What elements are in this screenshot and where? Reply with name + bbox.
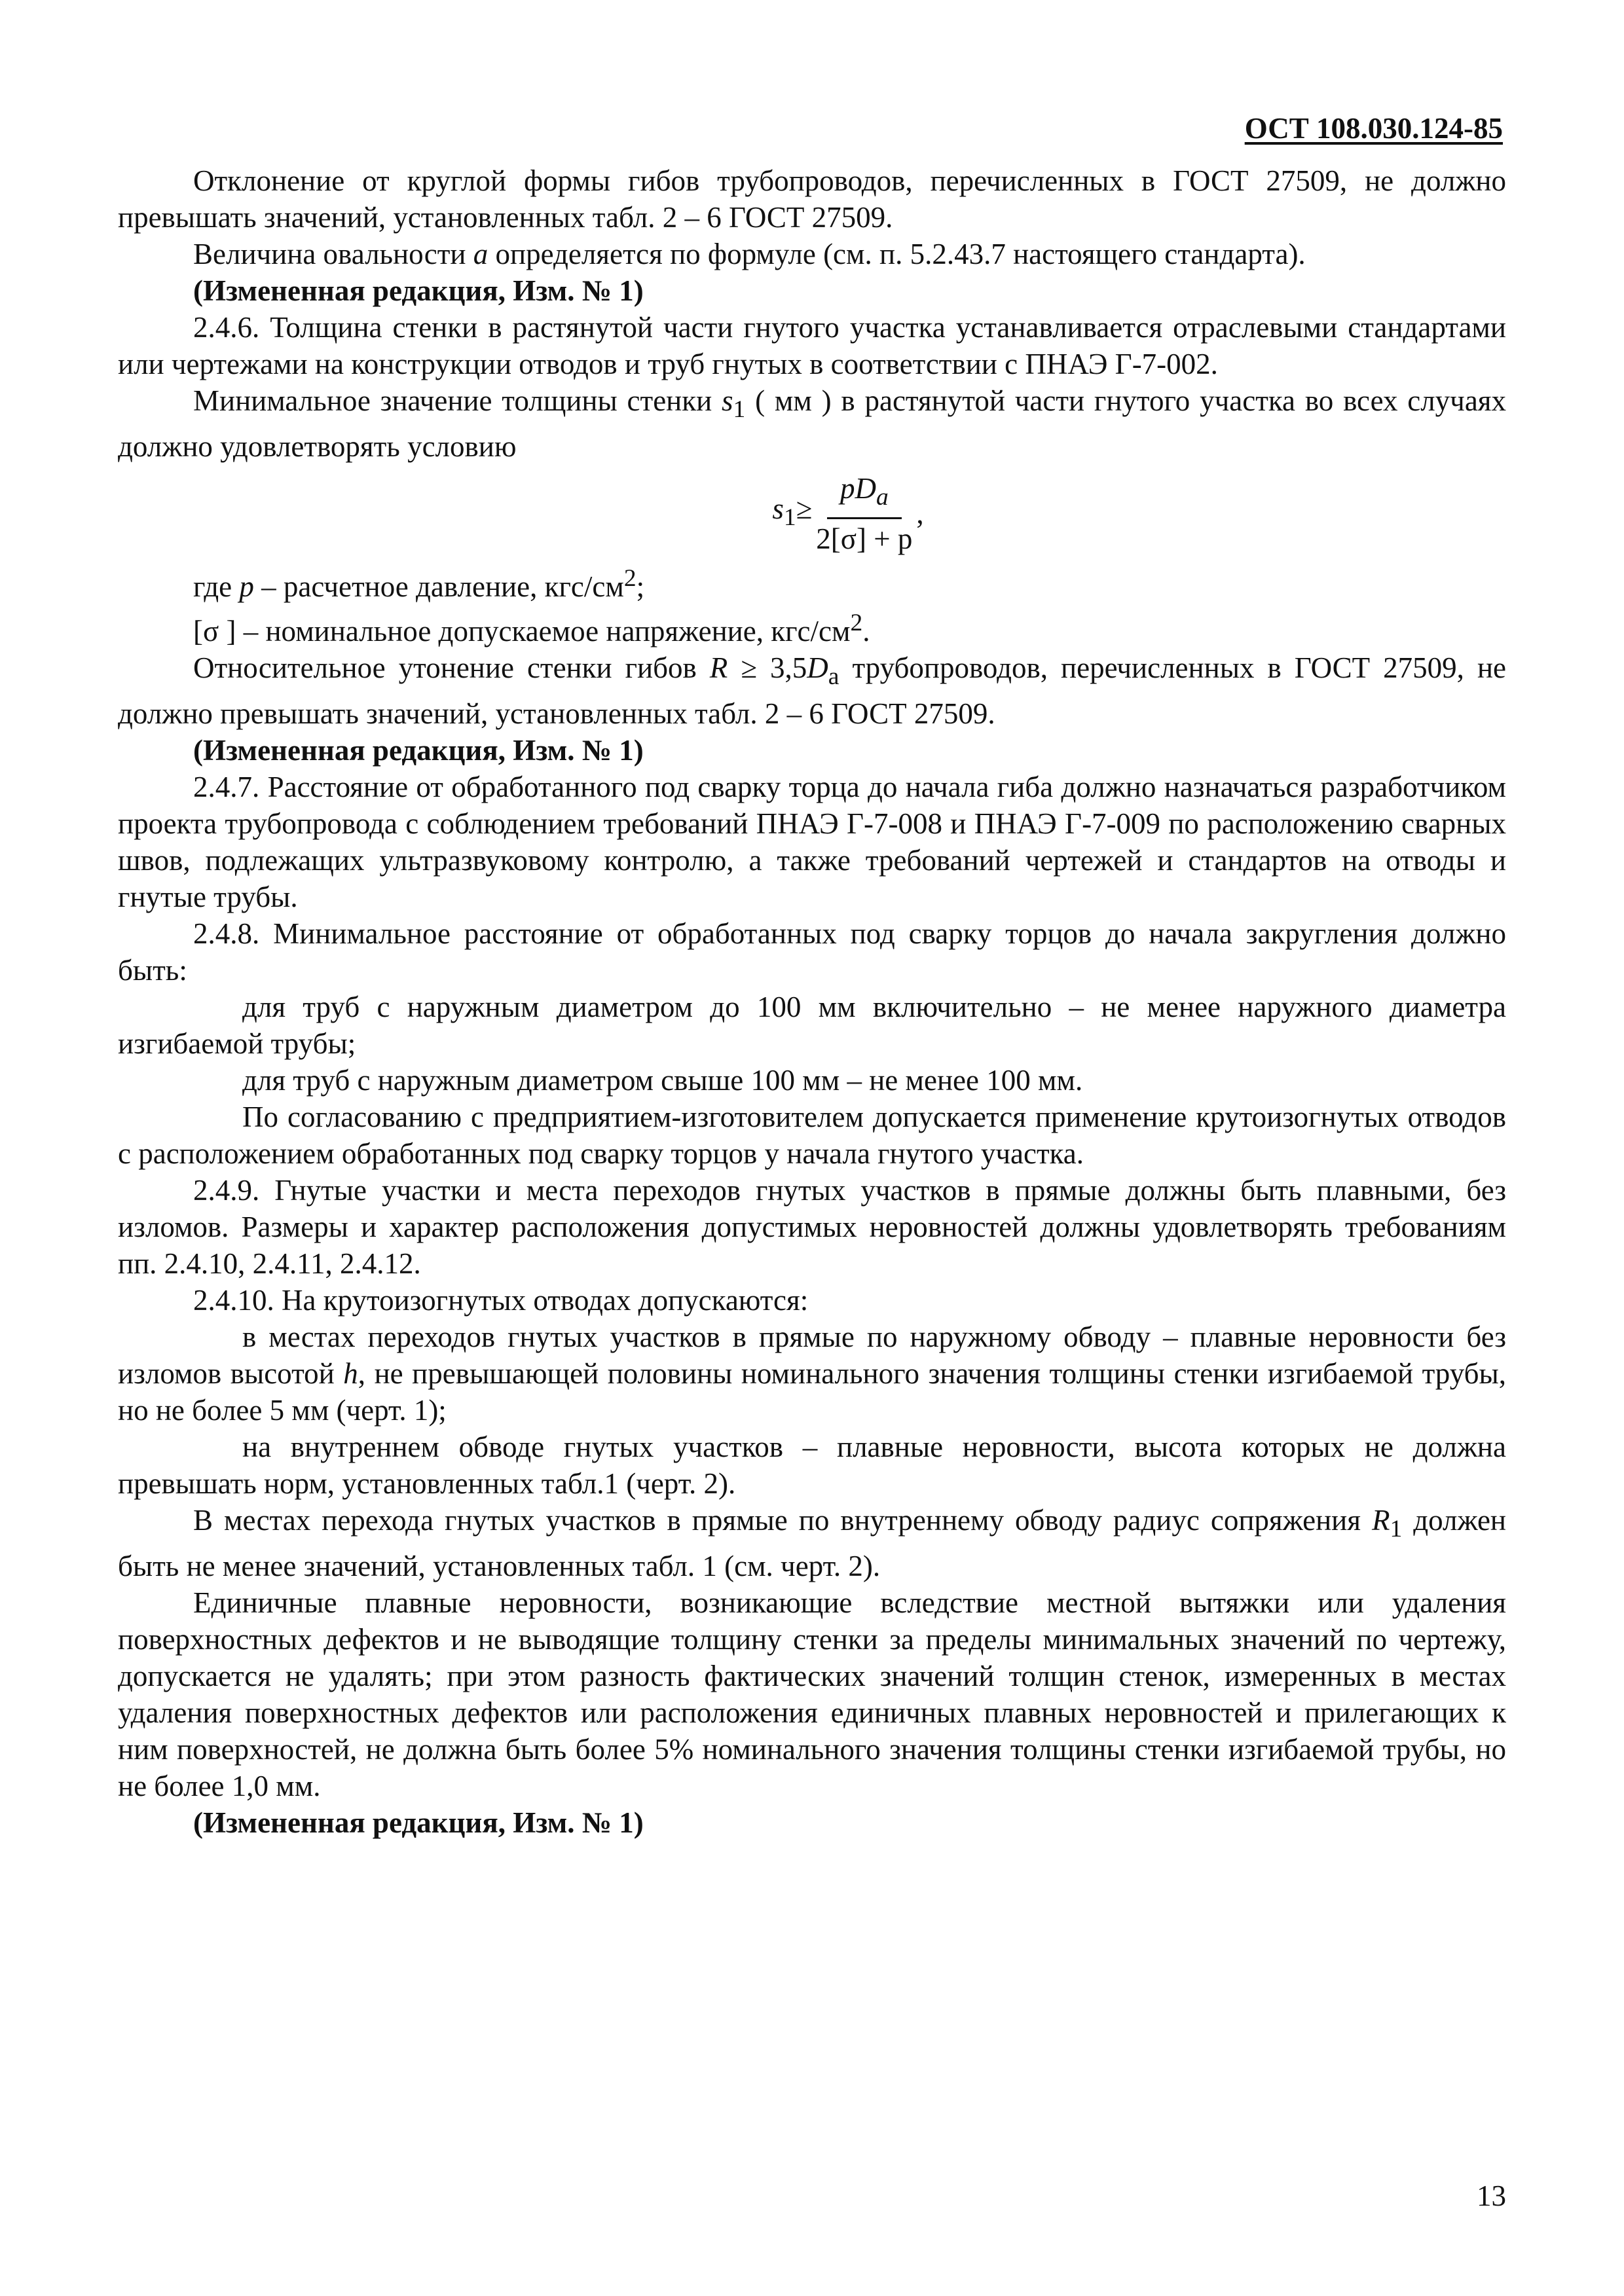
document-code: ОСТ 108.030.124-85 [1244, 112, 1503, 145]
paragraph: В местах перехода гнутых участков в прямые по внутреннему обводу радиус сопряжения $R_1$ должен быть не менее значений, установленных табл. 1 (см. черт. 2). [118, 1504, 1507, 1582]
change-note: (Измененная редакция, Изм. № 1) [193, 1806, 644, 1839]
paragraph: Единичные плавные неровности, возникающие вследствие местной вытяжки или удаления поверхностных дефектов и не выводящие толщину стенки за пределы минимальных значений по чертежу, допускается не удалять; при этом разность фактических значений толщин стенок, измеренных в местах удаления поверхностных дефектов или расположения единичных плавных неровностей и прилегающих к ним поверхностей, не должна быть более 5% номинального значения толщины стенки изгибаемой трубы, но не более 1,0 мм. [118, 1586, 1506, 1802]
change-note: (Измененная редакция, Изм. № 1) [193, 274, 644, 307]
paragraph: на внутреннем обводе гнутых участков – плавные неровности, высота которых не должна превышать норм, установленных табл.1 (черт. 2). [118, 1430, 1506, 1500]
paragraph: где p – расчетное давление, кгс/$см^2$; [193, 565, 645, 603]
paragraph: в местах переходов гнутых участков в прямые по наружному обводу – плавные неровности без изломов высотой h, не превышающей половины номинального значения толщины стенки изгибаемой трубы, но не более 5 мм (черт. 1); [118, 1321, 1506, 1427]
paragraph: для труб с наружным диаметром свыше 100 мм – не менее 100 мм. [242, 1064, 1083, 1097]
paragraph: Минимальное значение толщины стенки $s_1$ ( мм ) в растянутой части гнутого участка во всех случаях должно удовлетворять условию [118, 384, 1506, 463]
paragraph: для труб с наружным диаметром до 100 мм включительно – не менее наружного диаметра изгибаемой трубы; [118, 991, 1506, 1060]
paragraph: 2.4.10. На крутоизогнутых отводах допускаются: [193, 1284, 809, 1317]
paragraph: [σ ] – номинальное допускаемое напряжение, кгс/$см^2$. [193, 610, 870, 647]
formula-fraction: $\frac{pD_a}{2[\sigma] + p}$ [816, 470, 912, 557]
change-note: (Измененная редакция, Изм. № 1) [193, 734, 644, 767]
paragraph: Отклонение от круглой формы гибов трубопроводов, перечисленных в ГОСТ 27509, не должно превышать значений, установленных табл. 2 – 6 ГОСТ 27509. [118, 164, 1506, 234]
paragraph: 2.4.7. Расстояние от обработанного под сварку торца до начала гиба должно назначаться разработчиком проекта трубопровода с соблюдением требований ПНАЭ Г-7-008 и ПНАЭ Г-7-009 по расположению сварных швов, подлежащих ультразвуковому контролю, а также требований чертежей и стандартов на отводы и гнутые трубы. [118, 771, 1506, 913]
paragraph: 2.4.8. Минимальное расстояние от обработанных под сварку торцов до начала закругления должно быть: [118, 917, 1506, 987]
paragraph: Относительное утонение стенки гибов $R \ge 3,5D_a$ трубопроводов, перечисленных в ГОСТ 27509, не должно превышать значений, установленных табл. 2 – 6 ГОСТ 27509. [118, 651, 1506, 730]
document-body [118, 162, 1506, 1841]
paragraph: 2.4.6. Толщина стенки в растянутой части гнутого участка устанавливается отраслевыми стандартами или чертежами на конструкции отводов и труб гнутых в соответствии с ПНАЭ Г-7-002. [118, 311, 1506, 380]
formula: $s_1\ge$ $\frac{pD_a}{2[\sigma] + p}$ , [118, 467, 1506, 559]
page-number: 13 [1477, 2179, 1506, 2212]
paragraph: 2.4.9. Гнутые участки и места переходов гнутых участков в прямые должны быть плавными, без изломов. Размеры и характер расположения допустимых неровностей должны удовлетворять требованиям пп. 2.4.10, 2.4.11, 2.4.12. [118, 1174, 1506, 1280]
paragraph: По согласованию с предприятием-изготовителем допускается применение крутоизогнутых отводов с расположением обработанных под сварку торцов у начала гнутого участка. [118, 1101, 1506, 1170]
paragraph: Величина овальности a определяется по формуле (см. п. 5.2.43.7 настоящего стандарта). [193, 238, 1306, 270]
